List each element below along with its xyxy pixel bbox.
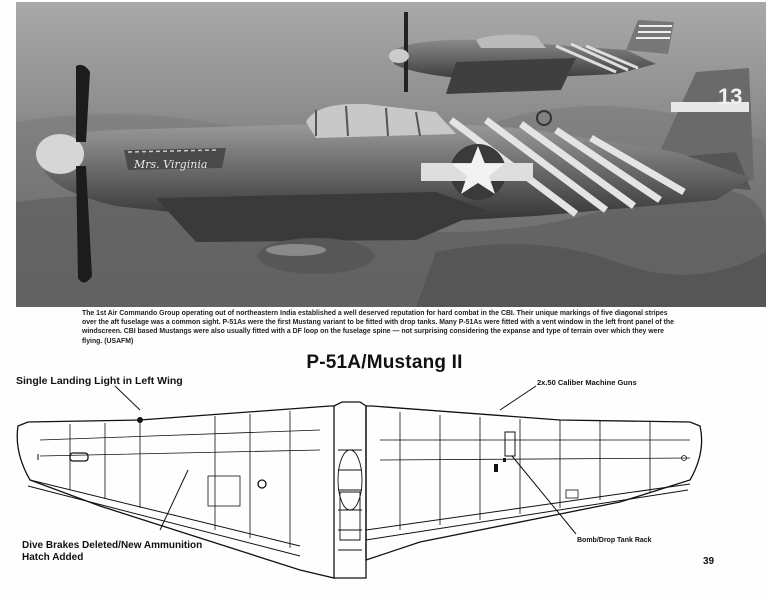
callout-dive-brakes: [22, 540, 202, 564]
mustang-photo: [16, 2, 766, 307]
callout-dive-brakes-line2: Hatch Added: [22, 552, 84, 563]
photo-illustration: [16, 2, 766, 307]
callout-landing-light: Single Landing Light in Left Wing: [16, 375, 183, 387]
callout-machine-guns: 2x.50 Caliber Machine Guns: [537, 378, 637, 387]
callout-dive-brakes-line1: Dive Brakes Deleted/New Ammunition: [22, 540, 203, 551]
diagram-title: P-51A/Mustang II: [306, 352, 463, 373]
tail-number: 13: [718, 84, 743, 109]
photo-caption: The 1st Air Commando Group operating out of northeastern India established a well deserved reputation for hard combat in the CBI. Their unique markings of five diagonal stripes over the aft fuselage was a common sight. P-51As were the first Mustang variant to be fitted with drop tanks. Many P-51As were fitted with a vent window in the left front panel of the windscreen. CBI based Mustangs were also usually fitted with a DF loop on the fuselage spine — not surprising considering the expanse and type of terrain over which they were flying. (USAFM): [82, 310, 674, 345]
page-number: 39: [703, 556, 715, 567]
nose-art-text: Mrs. Virginia: [134, 158, 208, 171]
callout-bomb-rack: Bomb/Drop Tank Rack: [577, 537, 652, 544]
